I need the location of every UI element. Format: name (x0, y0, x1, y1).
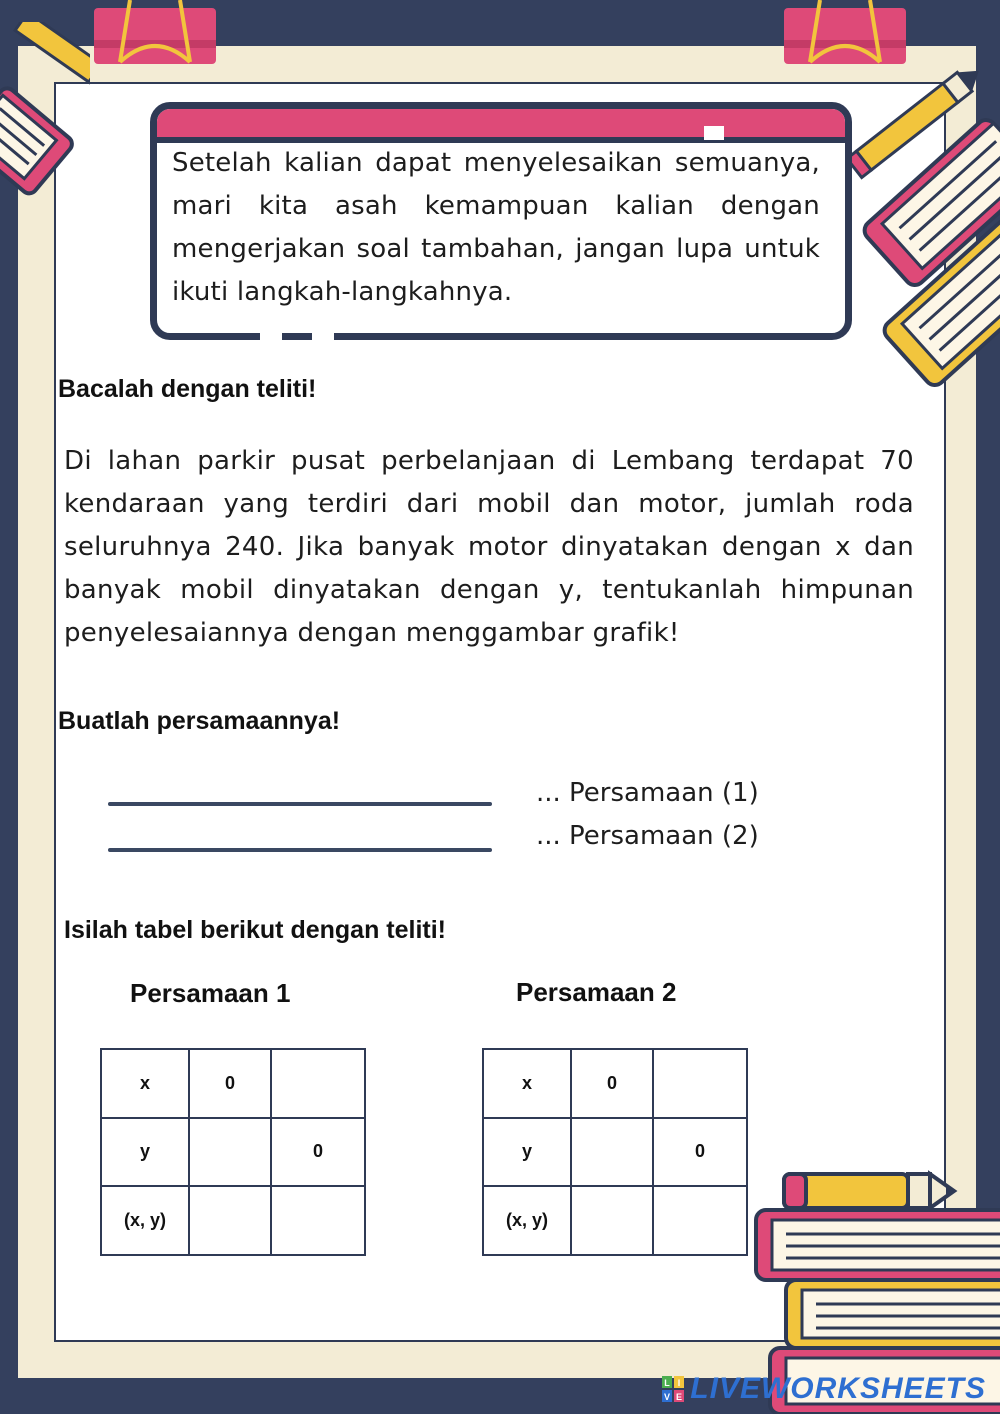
table-row (101, 1118, 365, 1187)
speech-box-gap (704, 126, 724, 140)
books-pencil-topright-icon (836, 70, 1000, 390)
table-row (101, 1049, 365, 1118)
table-cell: 0 (271, 1118, 365, 1187)
liveworksheets-watermark[interactable] (662, 1372, 986, 1406)
read-carefully-heading: Bacalah dengan teliti! (58, 375, 317, 403)
fill-table-heading: Isilah tabel berikut dengan teliti! (64, 916, 447, 944)
liveworksheets-text: LIVEWORKSHEETS (690, 1372, 986, 1405)
make-equation-heading: Buatlah persamaannya! (58, 707, 341, 735)
intro-text: Setelah kalian dapat menyelesaikan semuanya, mari kita asah kemampuan kalian dengan mengerjakan soal tambahan, jangan lupa untuk ikuti langkah-langkahnya. (172, 148, 820, 307)
table-1-title: Persamaan 1 (130, 978, 291, 1008)
binder-clip-right-icon (780, 0, 910, 66)
speech-box-gap (260, 332, 282, 342)
table-cell-label: (x, y) (483, 1186, 571, 1255)
logo-letter: E (676, 1392, 683, 1402)
speech-box-gap (312, 332, 334, 342)
table-row (483, 1049, 747, 1118)
speech-box-band (157, 109, 845, 137)
table-2-title: Persamaan 2 (516, 977, 677, 1007)
table-row (101, 1186, 365, 1255)
table-cell-label: y (483, 1118, 571, 1187)
equation-2-table (482, 1048, 748, 1256)
logo-letter: I (678, 1378, 681, 1388)
table-cell-label: y (101, 1118, 189, 1187)
equation-2-label: ... Persamaan (2) (536, 821, 759, 851)
table-row (483, 1118, 747, 1187)
liveworksheets-logo-icon (662, 1376, 684, 1402)
binder-clip-left-icon (90, 0, 220, 66)
logo-letter: V (664, 1392, 671, 1402)
table-row (483, 1186, 747, 1255)
logo-letter: L (664, 1378, 671, 1388)
table-cell-label: (x, y) (101, 1186, 189, 1255)
table-cell-label: x (101, 1049, 189, 1118)
table-cell-input[interactable] (653, 1049, 747, 1118)
table-cell: 0 (189, 1049, 271, 1118)
table-cell: 0 (571, 1049, 653, 1118)
table-cell-input[interactable] (271, 1186, 365, 1255)
equation-2-answer-line[interactable] (108, 848, 492, 852)
table-cell-input[interactable] (653, 1186, 747, 1255)
table-cell-input[interactable] (189, 1186, 271, 1255)
problem-text: Di lahan parkir pusat perbelanjaan di Lembang terdapat 70 kendaraan yang terdiri dari mobil dan motor, jumlah roda seluruhnya 240. Jika banyak motor dinyatakan dengan x dan banyak mobil dinyatakan dengan y, tentukanlah himpunan penyelesaiannya dengan menggambar grafik! (64, 446, 914, 648)
table-cell-input[interactable] (271, 1049, 365, 1118)
equation-1-label: ... Persamaan (1) (536, 778, 759, 808)
table-cell: 0 (653, 1118, 747, 1187)
table-cell-label: x (483, 1049, 571, 1118)
table-cell-input[interactable] (189, 1118, 271, 1187)
equation-1-answer-line[interactable] (108, 802, 492, 806)
books-pencil-topleft-icon (0, 22, 90, 252)
table-cell-input[interactable] (571, 1118, 653, 1187)
equation-1-table (100, 1048, 366, 1256)
table-cell-input[interactable] (571, 1186, 653, 1255)
